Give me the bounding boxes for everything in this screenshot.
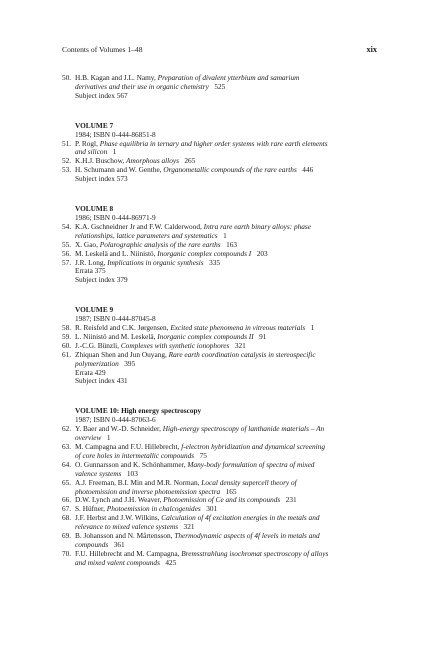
entry-number: 50. [62, 73, 72, 82]
entry-number: 67. [62, 504, 72, 514]
entry-authors: D.W. Lynch and J.H. Weaver, [75, 495, 164, 505]
entry-number: 63. [62, 442, 72, 451]
entry-title-continued: photoemission and inverse photoemission spectra [75, 486, 221, 496]
entry-page: 446 [302, 165, 314, 175]
entry-title: Calculation of 4f excitation energies in the metals and [161, 513, 320, 523]
entry-authors: R. Reisfeld and C.K. Jørgensen, [75, 323, 171, 333]
running-title: Contents of Volumes 1–48 [62, 45, 143, 54]
volume-isbn: 1987; ISBN 0-444-87045-8 [75, 314, 156, 324]
entry-title: High-energy spectroscopy of lanthanide materials – An [162, 424, 325, 434]
entry-number: 66. [62, 495, 72, 505]
contents-entry [62, 140, 382, 158]
entry-title-continued: relevance to mixed valence systems [75, 522, 179, 532]
entry-authors: X. Gao, [75, 239, 100, 249]
entry-authors: J.-C.G. Bünzli, [75, 340, 121, 350]
volume-isbn: 1987; ISBN 0-444-87063-6 [75, 415, 156, 425]
index-line: Errata 429 [75, 367, 106, 377]
entry-page: 425 [165, 557, 177, 567]
volume-isbn: 1984; ISBN 0-444-86851-8 [75, 129, 156, 139]
entry-page: 203 [256, 248, 268, 258]
entry-page: 321 [183, 522, 195, 532]
volume-heading: VOLUME 9 [75, 305, 114, 315]
entry-title: Many-body formulation of spectra of mixed [187, 459, 315, 469]
page-number: xix [366, 45, 377, 54]
contents-entry [62, 514, 382, 532]
contents-entry [62, 443, 382, 461]
entry-authors: M. Campagna and F.U. Hillebrecht, [75, 442, 182, 451]
entry-title-continued: of core holes in intermetallic compounds [75, 450, 195, 460]
index-line: Subject index 431 [75, 376, 128, 386]
entry-title: Preparation of divalent ytterbium and samarium [157, 73, 300, 82]
entry-page: 1 [310, 323, 315, 333]
entry-title-continued: and mixed valent compounds [75, 557, 160, 567]
entry-title-continued: derivatives and their use in organic chemistry [75, 81, 209, 91]
entry-authors: L. Niinistö and M. Leskelä, [75, 331, 158, 341]
entry-authors: J.R. Long, [75, 257, 108, 267]
entry-title: Photoemission in chalcogenides [106, 504, 201, 514]
entry-page: 91 [259, 331, 267, 341]
volume-section [62, 205, 382, 285]
index-line: Subject index 379 [75, 275, 128, 285]
entry-title: Rare earth coordination catalysis in stereospecific [168, 349, 316, 359]
entry-number: 65. [62, 477, 72, 487]
entry-title-continued: polymerization [75, 358, 119, 368]
volume-section [62, 306, 382, 386]
entry-number: 70. [62, 548, 72, 558]
index-line: Subject index 567 [75, 90, 128, 100]
entry-page: 163 [226, 239, 238, 249]
contents-entry [62, 479, 382, 497]
contents-entry [62, 461, 382, 479]
entry-number: 54. [62, 221, 72, 231]
entry-number: 53. [62, 165, 72, 175]
entry-page: 1 [112, 147, 117, 157]
entry-authors: K.H.J. Buschow, [75, 156, 127, 166]
entry-title: Organometallic compounds of the rare earths [163, 165, 297, 175]
contents-entry [62, 223, 382, 241]
entry-title: Intra rare earth binary alloys: phase [203, 221, 312, 231]
entry-authors: H.B. Kagan and J.L. Namy, [75, 73, 158, 82]
entry-number: 61. [62, 349, 72, 359]
running-header [62, 44, 377, 56]
entry-title: Excited state phenomena in vitreous materials [170, 323, 306, 333]
contents-entry [62, 532, 382, 550]
entry-page: 231 [285, 495, 297, 505]
entry-authors: Y. Baer and W.-D. Schneider, [75, 424, 163, 434]
entry-number: 51. [62, 138, 72, 148]
volume-section [62, 122, 382, 184]
entry-page: 335 [209, 257, 221, 267]
entry-authors: M. Leskelä and L. Niinistö, [75, 248, 158, 258]
entry-page: 525 [214, 81, 226, 91]
entry-number: 68. [62, 513, 72, 523]
entry-title: Inorganic complex compounds I [157, 248, 252, 258]
entry-title: Inorganic complex compounds II [157, 331, 254, 341]
entry-page: 301 [206, 504, 218, 514]
entry-title: Implications in organic synthesis [107, 257, 204, 267]
entry-title-continued: valence systems [75, 468, 122, 478]
volume-heading: VOLUME 10: High energy spectroscopy [75, 406, 202, 416]
contents-entry [62, 351, 382, 369]
contents-entry [62, 166, 382, 175]
entry-page: 395 [124, 358, 136, 368]
entry-authors: S. Hüfner, [75, 504, 107, 514]
entry-number: 62. [62, 424, 72, 434]
contents-entry [62, 74, 382, 92]
entry-authors: F.U. Hillebrecht and M. Campagna, [75, 548, 182, 558]
entry-authors: A.J. Freeman, B.I. Min and M.R. Norman, [75, 477, 202, 487]
entry-page: 321 [234, 340, 246, 350]
entry-page: 1 [223, 230, 227, 240]
entry-title: Amorphous alloys [126, 156, 179, 166]
entry-page: 1 [106, 433, 111, 443]
volume-section [62, 74, 382, 101]
entry-authors: O. Gunnarsson and K. Schönhammer, [75, 459, 188, 469]
contents-entry [62, 550, 382, 568]
entry-title: Complexes with synthetic ionophores [120, 340, 230, 350]
entry-title: f-electron hybridization and dynamical screening [181, 442, 325, 451]
entry-authors: B. Johansson and N. Mårtensson, [75, 531, 175, 541]
index-line: Errata 375 [75, 266, 106, 276]
entry-title-continued: relationships, lattice parameters and systematics [75, 230, 218, 240]
entry-number: 64. [62, 459, 72, 469]
entry-title: Local density supercell theory of [201, 477, 297, 487]
volume-heading: VOLUME 8 [75, 204, 114, 214]
entry-authors: P. Rogl, [75, 138, 100, 148]
entry-title: Thermodynamic aspects of 4f levels in metals and [174, 531, 320, 541]
entry-authors: K.A. Gschneidner Jr and F.W. Calderwood, [75, 221, 204, 231]
entry-title-continued: and silicon [75, 147, 108, 157]
entry-number: 56. [62, 248, 72, 258]
entry-number: 52. [62, 156, 72, 166]
entry-page: 165 [225, 486, 237, 496]
entry-number: 55. [62, 239, 72, 249]
entry-page: 265 [184, 156, 196, 166]
entry-authors: Zhiquan Shen and Jun Ouyang, [75, 349, 169, 359]
entry-title: Phase equilibria in ternary and higher order systems with rare earth elements [99, 138, 328, 148]
entry-number: 58. [62, 323, 72, 333]
entry-title: Photoemission of Ce and its compounds [163, 495, 281, 505]
contents-entry [62, 425, 382, 443]
entry-number: 60. [62, 340, 72, 350]
entry-number: 69. [62, 531, 72, 541]
contents-entry [62, 259, 382, 268]
volume-heading: VOLUME 7 [75, 120, 114, 130]
entry-title-continued: overview [75, 433, 102, 443]
entry-title: Bremsstrahlung isochromat spectroscopy of alloys [181, 548, 329, 558]
entry-page: 361 [113, 539, 125, 549]
volume-section [62, 407, 382, 567]
entry-title: Polarographic analysis of the rare earths [99, 239, 221, 249]
entry-page: 103 [126, 468, 138, 478]
volume-isbn: 1986; ISBN 0-444-86971-9 [75, 212, 156, 222]
entry-title-continued: compounds [75, 539, 109, 549]
index-line: Subject index 573 [75, 174, 128, 184]
entry-number: 59. [62, 331, 72, 341]
entry-page: 75 [199, 450, 207, 460]
contents-list [62, 74, 382, 589]
entry-authors: J.F. Herbst and J.W. Wilkins, [75, 513, 162, 523]
entry-authors: H. Schumann and W. Genthe, [75, 165, 164, 175]
entry-number: 57. [62, 257, 72, 267]
